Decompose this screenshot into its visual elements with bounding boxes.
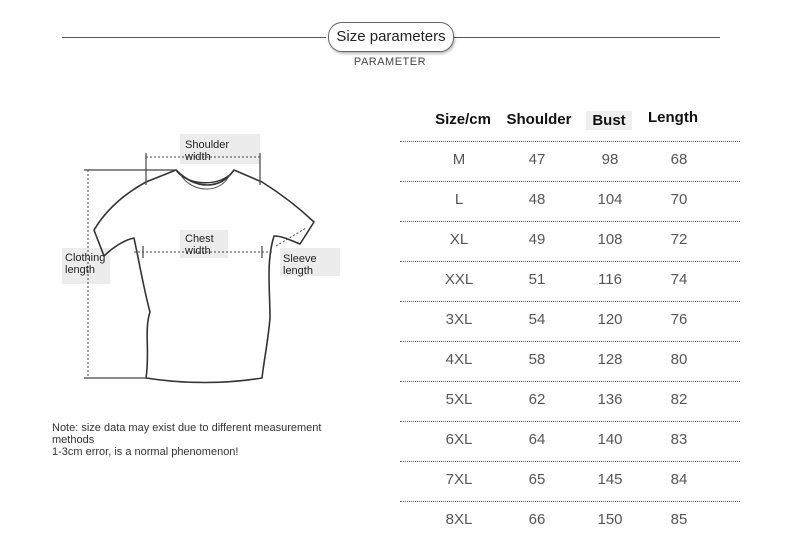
cell-shoulder: 51 <box>528 271 546 288</box>
row-divider <box>400 501 740 502</box>
chest-width-label: Chest width <box>185 233 214 257</box>
cell-shoulder: 48 <box>528 191 546 208</box>
cell-length: 84 <box>670 471 688 488</box>
cell-size: XXL <box>444 271 474 288</box>
cell-shoulder: 49 <box>528 231 546 248</box>
cell-size: 3XL <box>445 311 473 328</box>
cell-bust: 145 <box>597 471 623 488</box>
cell-bust: 98 <box>601 151 619 168</box>
cell-length: 74 <box>670 271 688 288</box>
sleeve-length-label: Sleeve length <box>283 253 317 277</box>
cell-bust: 120 <box>597 311 623 328</box>
row-divider <box>400 341 740 342</box>
col-header-bust: Bust <box>586 111 632 130</box>
row-divider <box>400 421 740 422</box>
cell-bust: 140 <box>597 431 623 448</box>
cell-shoulder: 58 <box>528 351 546 368</box>
row-divider <box>400 461 740 462</box>
cell-length: 72 <box>670 231 688 248</box>
cell-shoulder: 54 <box>528 311 546 328</box>
row-divider <box>400 181 740 182</box>
cell-size: M <box>452 151 466 168</box>
measurement-note: Note: size data may exist due to different measurement methods 1-3cm error, is a normal phenomenon! <box>52 422 322 458</box>
cell-size: 7XL <box>445 471 473 488</box>
cell-size: 4XL <box>445 351 473 368</box>
cell-length: 83 <box>670 431 688 448</box>
cell-bust: 104 <box>597 191 623 208</box>
clothing-length-label: Clothing length <box>65 252 106 276</box>
cell-size: 6XL <box>445 431 473 448</box>
cell-size: L <box>454 191 464 208</box>
cell-bust: 108 <box>597 231 623 248</box>
col-header-size: Size/cm <box>435 111 491 128</box>
cell-shoulder: 64 <box>528 431 546 448</box>
cell-shoulder: 65 <box>528 471 546 488</box>
row-divider <box>400 261 740 262</box>
cell-length: 82 <box>670 391 688 408</box>
row-divider <box>400 381 740 382</box>
cell-length: 85 <box>670 511 688 528</box>
cell-length: 76 <box>670 311 688 328</box>
cell-size: 5XL <box>445 391 473 408</box>
cell-shoulder: 47 <box>528 151 546 168</box>
cell-length: 80 <box>670 351 688 368</box>
cell-length: 70 <box>670 191 688 208</box>
cell-bust: 116 <box>598 271 622 288</box>
row-divider <box>400 141 740 142</box>
cell-bust: 150 <box>597 511 623 528</box>
shoulder-width-label: Shoulder width <box>185 139 230 163</box>
cell-length: 68 <box>670 151 688 168</box>
col-header-length: Length <box>648 109 698 126</box>
cell-shoulder: 66 <box>528 511 546 528</box>
row-divider <box>400 301 740 302</box>
cell-bust: 136 <box>597 391 623 408</box>
cell-size: XL <box>449 231 469 248</box>
page-subtitle: PARAMETER <box>353 56 427 68</box>
cell-bust: 128 <box>597 351 623 368</box>
cell-shoulder: 62 <box>528 391 546 408</box>
row-divider <box>400 221 740 222</box>
cell-size: 8XL <box>445 511 473 528</box>
page-title: Size parameters <box>328 22 454 52</box>
col-header-shoulder: Shoulder <box>506 111 572 128</box>
